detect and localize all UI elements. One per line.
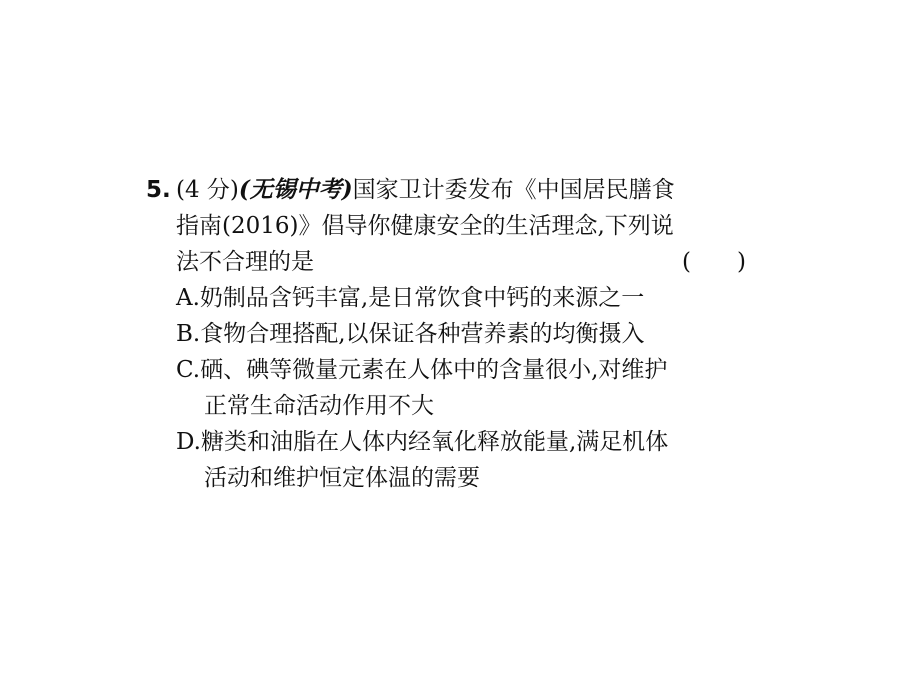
answer-blank[interactable]: ( ) [682,249,746,275]
option-label: C. [176,357,201,383]
question-block [146,172,756,496]
question-stem-line-2 [176,208,756,244]
option-c[interactable] [176,352,756,388]
option-text-continued: 活动和维护恒定体温的需要 [204,465,480,491]
question-number: 5. [146,177,171,203]
option-text-continued: 正常生命活动作用不大 [204,393,434,419]
option-text: 糖类和油脂在人体内经氧化释放能量,满足机体 [200,429,669,455]
question-stem-text-2: 指南(2016)》倡导你健康安全的生活理念,下列说 [176,213,674,239]
option-label: D. [176,429,201,455]
question-stem-line-1 [146,172,756,208]
option-b[interactable] [176,316,756,352]
option-d-continuation [176,460,756,496]
option-d[interactable] [176,424,756,460]
option-a[interactable] [176,280,756,316]
option-c-continuation [176,388,756,424]
question-score: (4 分) [176,177,239,203]
question-stem-text-1: 国家卫计委发布《中国居民膳食 [352,177,675,203]
question-stem-text-3: 法不合理的是 [176,249,314,275]
question-stem-line-3 [176,244,756,280]
option-label: B. [176,321,201,347]
question-source: (无锡中考) [238,176,353,203]
option-text: 食物合理搭配,以保证各种营养素的均衡摄入 [200,321,645,347]
option-label: A. [176,285,200,311]
option-text: 硒、碘等微量元素在人体中的含量很小,对维护 [200,357,668,383]
option-text: 奶制品含钙丰富,是日常饮食中钙的来源之一 [199,285,645,311]
